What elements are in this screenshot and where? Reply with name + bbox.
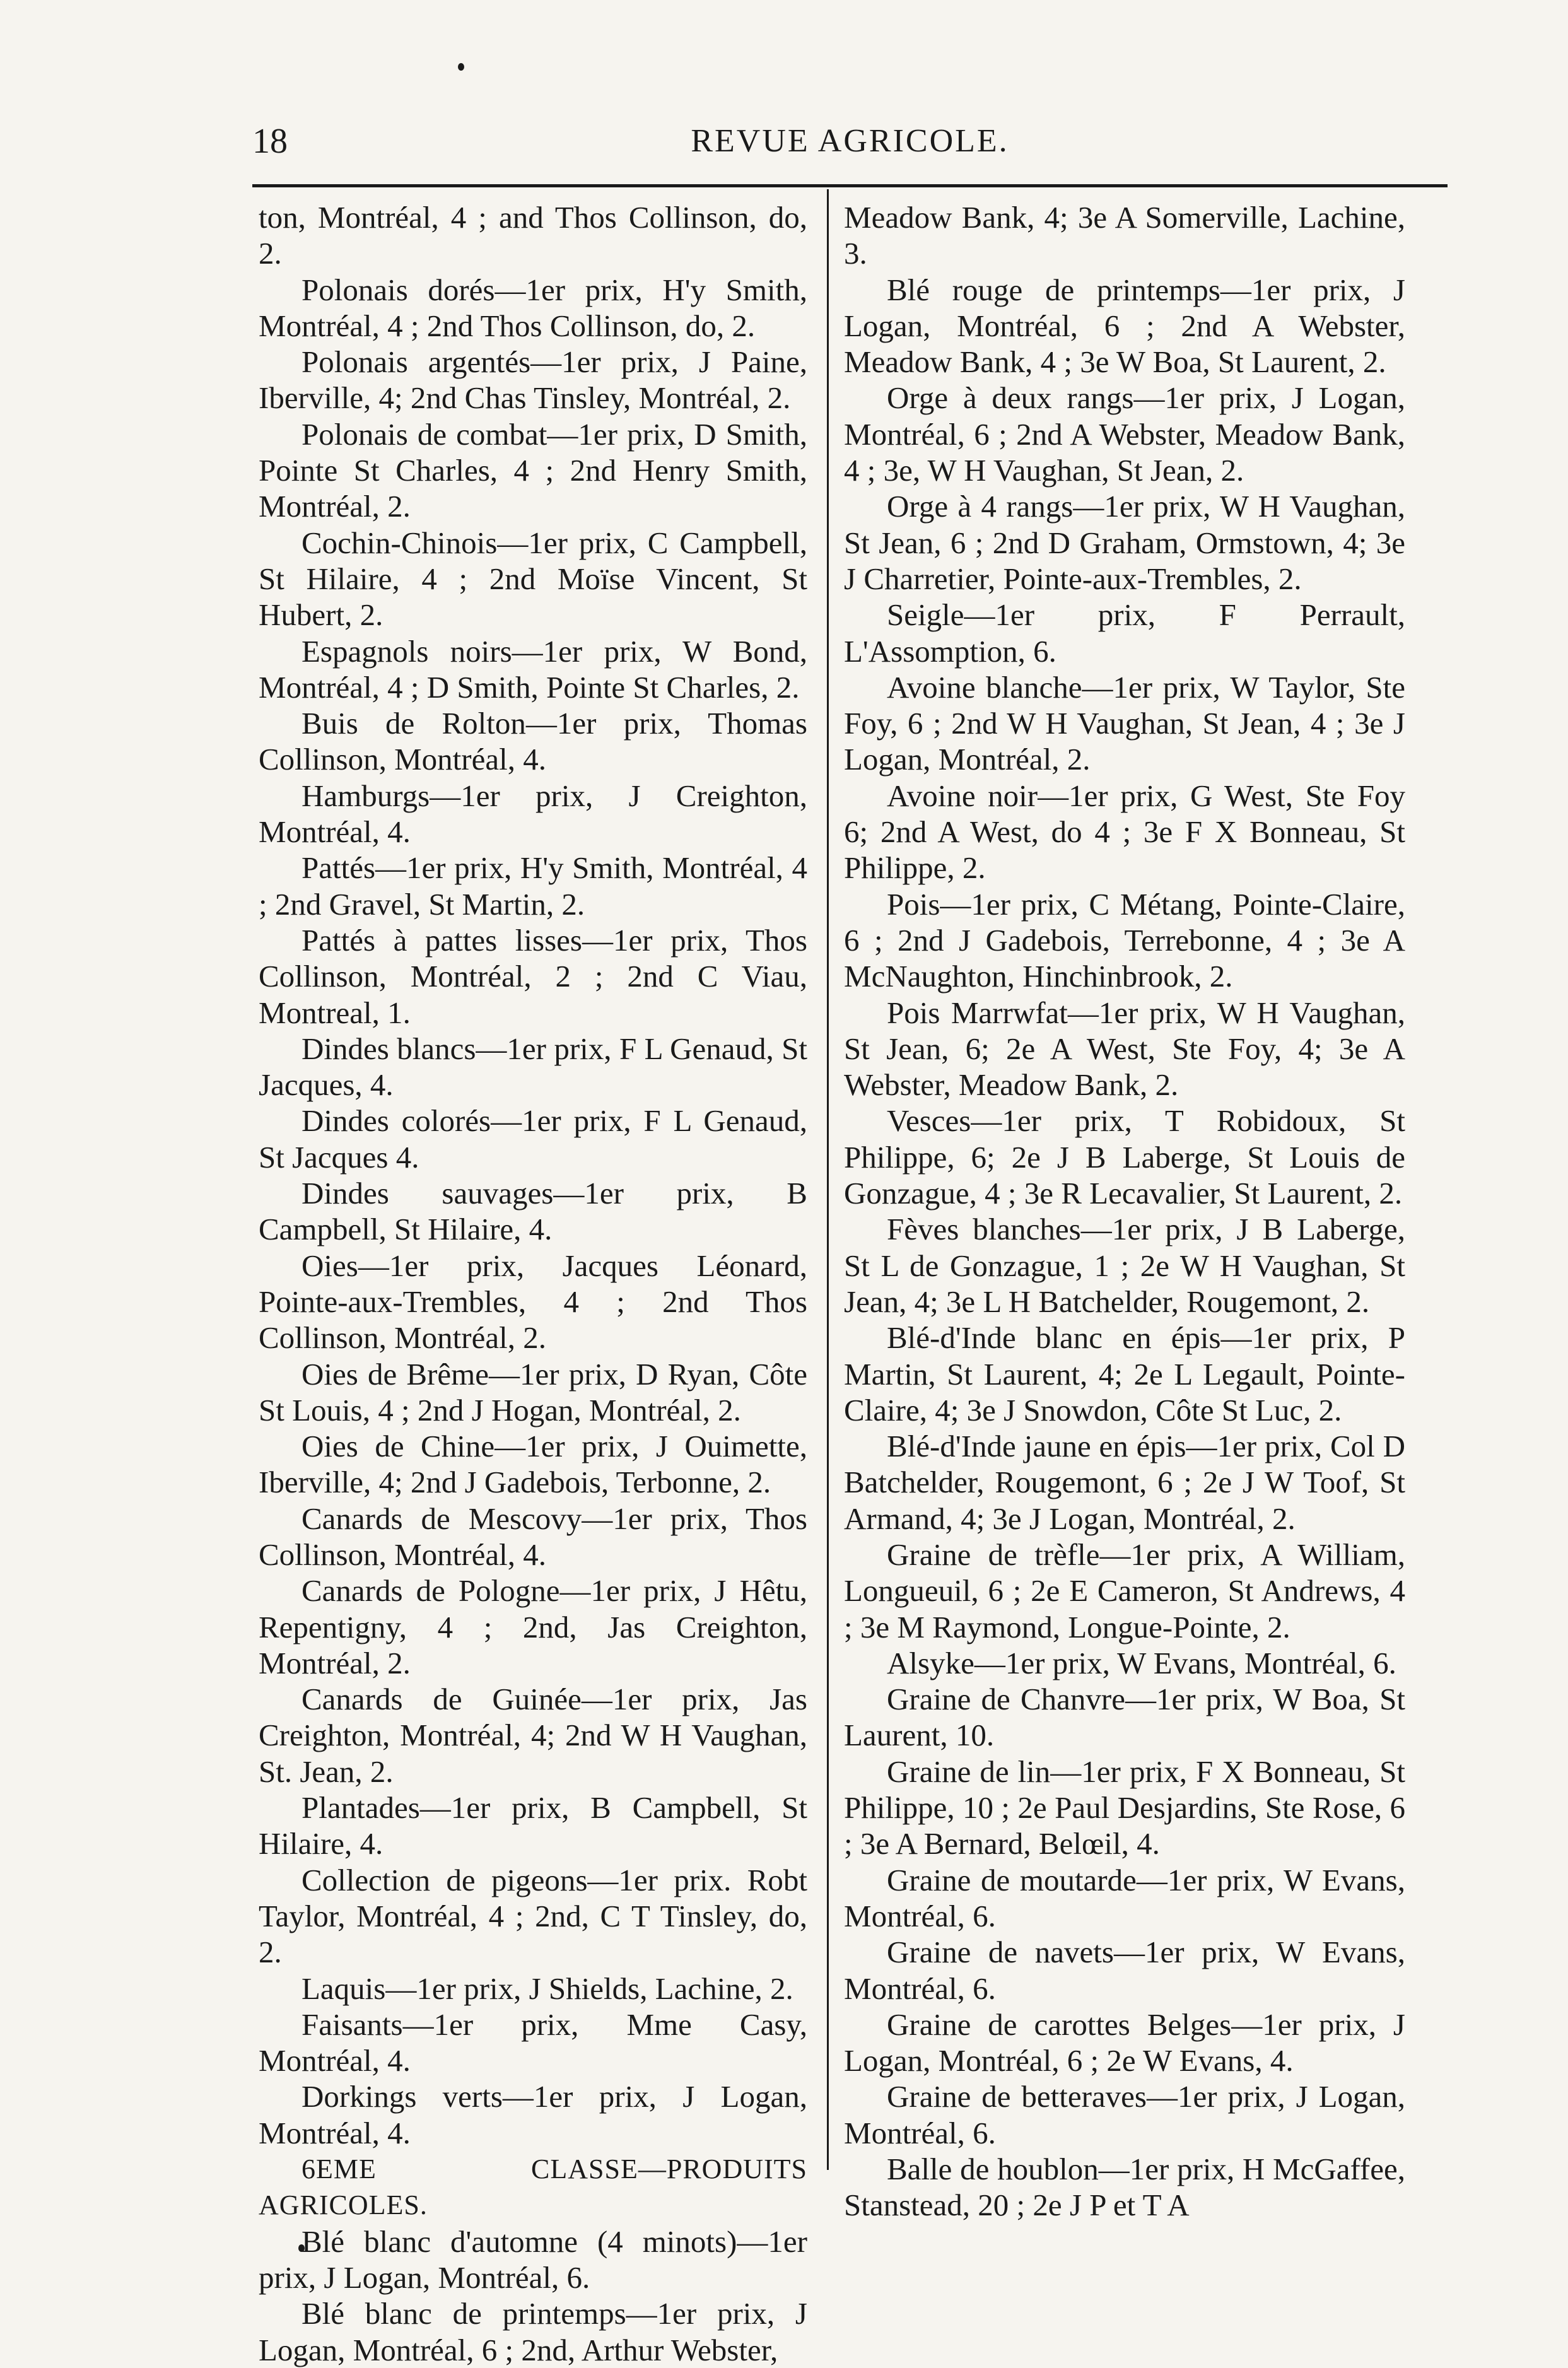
left-entries	[259, 199, 807, 2151]
prize-entry: Canards de Mescovy—1er prix, Thos Collinson, Montréal, 4.	[259, 1501, 807, 1572]
prize-entry: Meadow Bank, 4; 3e A Somerville, Lachine, 3.	[844, 200, 1405, 271]
prize-entry: Fèves blanches—1er prix, J B Laberge, St L de Gonzague, 1 ; 2e W H Vaughan, St Jean, 4; 3e L H Batchelder, Rougemont, 2.	[844, 1212, 1405, 1319]
prize-entry: Polonais dorés—1er prix, H'y Smith, Montréal, 4 ; 2nd Thos Collinson, do, 2.	[259, 272, 807, 343]
prize-entry: Dindes sauvages—1er prix, B Campbell, St Hilaire, 4.	[259, 1176, 807, 1247]
section-heading: 6EME CLASSE—PRODUITS AGRICOLES.	[259, 2154, 807, 2221]
prize-entry: Orge à 4 rangs—1er prix, W H Vaughan, St Jean, 6 ; 2nd D Graham, Ormstown, 4; 3e J Charretier, Pointe-aux-Trembles, 2.	[844, 489, 1405, 596]
prize-entry: ton, Montréal, 4 ; and Thos Collinson, do, 2.	[259, 200, 807, 271]
prize-entry: Cochin-Chinois—1er prix, C Campbell, St Hilaire, 4 ; 2nd Moïse Vincent, St Hubert, 2.	[259, 525, 807, 633]
prize-entry: Graine de moutarde—1er prix, W Evans, Montréal, 6.	[844, 1862, 1405, 1933]
prize-entry: Avoine noir—1er prix, G West, Ste Foy 6; 2nd A West, do 4 ; 3e F X Bonneau, St Philippe, 2.	[844, 778, 1405, 886]
prize-entry: Canards de Pologne—1er prix, J Hêtu, Repentigny, 4 ; 2nd, Jas Creighton, Montréal, 2.	[259, 1573, 807, 1680]
prize-entry: Blé blanc de printemps—1er prix, J Logan, Montréal, 6 ; 2nd, Arthur Webster,	[259, 2296, 807, 2367]
prize-entry: Collection de pigeons—1er prix. Robt Taylor, Montréal, 4 ; 2nd, C T Tinsley, do, 2.	[259, 1862, 807, 1970]
prize-entry: Graine de navets—1er prix, W Evans, Montréal, 6.	[844, 1935, 1405, 2006]
prize-entry: Pois Marrwfat—1er prix, W H Vaughan, St Jean, 6; 2e A West, Ste Foy, 4; 3e A Webster, Meadow Bank, 2.	[844, 995, 1405, 1103]
prize-entry: Plantades—1er prix, B Campbell, St Hilaire, 4.	[259, 1790, 807, 1861]
ink-speck	[458, 63, 464, 71]
prize-entry: Blé rouge de printemps—1er prix, J Logan, Montréal, 6 ; 2nd A Webster, Meadow Bank, 4 ; 3e W Boa, St Laurent, 2.	[844, 272, 1405, 380]
prize-entry: Alsyke—1er prix, W Evans, Montréal, 6.	[887, 1645, 1396, 1680]
right-entries	[844, 199, 1405, 2224]
prize-entry: Hamburgs—1er prix, J Creighton, Montréal, 4.	[259, 778, 807, 850]
prize-entry: Graine de trèfle—1er prix, A William, Longueuil, 6 ; 2e E Cameron, St Andrews, 4 ; 3e M Raymond, Longue-Pointe, 2.	[844, 1537, 1405, 1644]
prize-entry: Canards de Guinée—1er prix, Jas Creighton, Montréal, 4; 2nd W H Vaughan, St. Jean, 2.	[259, 1682, 807, 1789]
prize-entry: Graine de lin—1er prix, F X Bonneau, St Philippe, 10 ; 2e Paul Desjardins, Ste Rose, 6 ; 3e A Bernard, Belœil, 4.	[844, 1754, 1405, 1861]
prize-entry: Polonais de combat—1er prix, D Smith, Pointe St Charles, 4 ; 2nd Henry Smith, Montréal, 2.	[259, 416, 807, 524]
prize-entry: Graine de betteraves—1er prix, J Logan, Montréal, 6.	[844, 2079, 1405, 2150]
prize-entry: Laquis—1er prix, J Shields, Lachine, 2.	[301, 1971, 793, 2006]
prize-entry: Seigle—1er prix, F Perrault, L'Assomption, 6.	[844, 597, 1405, 669]
prize-entry: Oies—1er prix, Jacques Léonard, Pointe-aux-Trembles, 4 ; 2nd Thos Collinson, Montréal, 2.	[259, 1248, 807, 1356]
prize-entry: Avoine blanche—1er prix, W Taylor, Ste Foy, 6 ; 2nd W H Vaughan, St Jean, 4 ; 3e J Logan, Montréal, 2.	[844, 669, 1405, 777]
page-number: 18	[252, 122, 288, 161]
prize-entry: Blé-d'Inde blanc en épis—1er prix, P Martin, St Laurent, 4; 2e L Legault, Pointe-Claire, 4; 3e J Snowdon, Côte St Luc, 2.	[844, 1320, 1405, 1427]
prize-entry: Oies de Brême—1er prix, D Ryan, Côte St Louis, 4 ; 2nd J Hogan, Montréal, 2.	[259, 1356, 807, 1427]
prize-entry: Pattés à pattes lisses—1er prix, Thos Collinson, Montréal, 2 ; 2nd C Viau, Montreal, 1.	[259, 922, 807, 1030]
prize-entry: Dindes blancs—1er prix, F L Genaud, St Jacques, 4.	[259, 1031, 807, 1103]
prize-entry: Polonais argentés—1er prix, J Paine, Iberville, 4; 2nd Chas Tinsley, Montréal, 2.	[259, 344, 807, 416]
column-divider	[827, 189, 829, 2170]
page-header	[252, 119, 1448, 169]
running-title: REVUE AGRICOLE.	[691, 123, 1009, 159]
prize-entry: Dorkings verts—1er prix, J Logan, Montréal, 4.	[259, 2079, 807, 2150]
prize-entry: Vesces—1er prix, T Robidoux, St Philippe, 6; 2e J B Laberge, St Louis de Gonzague, 4 ; 3e R Lecavalier, St Laurent, 2.	[844, 1103, 1405, 1211]
left-column	[259, 199, 807, 2368]
prize-entry: Oies de Chine—1er prix, J Ouimette, Iberville, 4; 2nd J Gadebois, Terbonne, 2.	[259, 1429, 807, 1500]
prize-entry: Buis de Rolton—1er prix, Thomas Collinson, Montréal, 4.	[259, 706, 807, 777]
prize-entry: Graine de carottes Belges—1er prix, J Logan, Montréal, 6 ; 2e W Evans, 4.	[844, 2007, 1405, 2078]
prize-entry: Espagnols noirs—1er prix, W Bond, Montréal, 4 ; D Smith, Pointe St Charles, 2.	[259, 633, 807, 705]
prize-entry: Graine de Chanvre—1er prix, W Boa, St Laurent, 10.	[844, 1682, 1405, 1753]
prize-entry: Blé-d'Inde jaune en épis—1er prix, Col D Batchelder, Rougemont, 6 ; 2e J W Toof, St Armand, 4; 3e J Logan, Montréal, 2.	[844, 1429, 1405, 1536]
prize-entry: Faisants—1er prix, Mme Casy, Montréal, 4.	[259, 2007, 807, 2078]
prize-entry: Balle de houblon—1er prix, H McGaffee, Stanstead, 20 ; 2e J P et T A	[844, 2152, 1405, 2223]
prize-entry: Orge à deux rangs—1er prix, J Logan, Montréal, 6 ; 2nd A Webster, Meadow Bank, 4 ; 3e, W H Vaughan, St Jean, 2.	[844, 380, 1405, 488]
header-rule	[252, 184, 1448, 187]
prize-entry: Blé blanc d'automne (4 minots)—1er prix, J Logan, Montréal, 6.	[259, 2224, 807, 2295]
prize-entry: Dindes colorés—1er prix, F L Genaud, St Jacques 4.	[259, 1103, 807, 1175]
left-entries-after	[259, 2224, 807, 2368]
prize-entry: Pattés—1er prix, H'y Smith, Montréal, 4 ; 2nd Gravel, St Martin, 2.	[259, 850, 807, 922]
prize-entry: Pois—1er prix, C Métang, Pointe-Claire, 6 ; 2nd J Gadebois, Terrebonne, 4 ; 3e A McNaughton, Hinchinbrook, 2.	[844, 886, 1405, 994]
right-column	[844, 199, 1405, 2224]
